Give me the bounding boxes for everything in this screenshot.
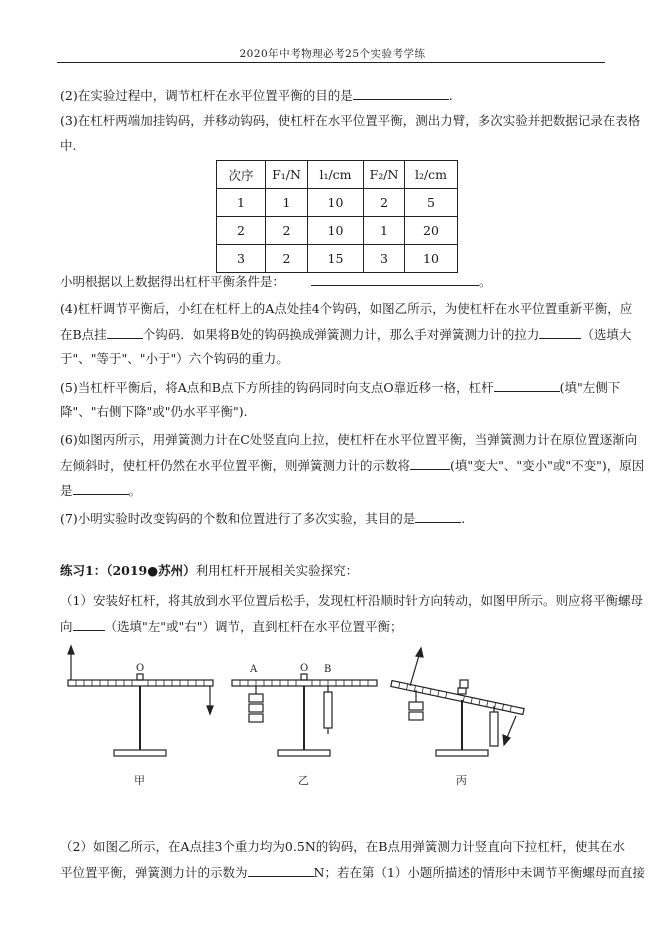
answer-blank-q4-count[interactable] — [107, 326, 143, 339]
arrow-head — [503, 735, 510, 745]
figure-bing — [391, 648, 524, 756]
table-cell: 2 — [364, 189, 405, 217]
weight-small — [460, 680, 468, 688]
question-5-text-b: (填"左侧下 — [559, 380, 621, 395]
spring-scale — [324, 692, 332, 728]
table-cell: 2 — [266, 245, 308, 273]
figure-yi — [232, 674, 377, 756]
table-cell: 10 — [308, 189, 364, 217]
answer-blank-q2[interactable] — [353, 87, 449, 100]
lever-bar — [232, 680, 377, 686]
arrow-head — [68, 646, 74, 654]
table-header-cell: 次序 — [217, 161, 266, 189]
table-cell: 5 — [405, 189, 458, 217]
practice-1-text-a: 向 — [60, 619, 73, 634]
table-cell: 2 — [217, 217, 266, 245]
question-5-line2: 降"、"右侧下降"或"仍水平平衡"). — [60, 404, 248, 419]
question-6-line1: (6)如图丙所示，用弹簧测力计在C处竖直向上拉，使杠杆在水平位置平衡，当弹簧测力计在原位置逐渐向 — [60, 432, 638, 447]
lever-bar — [391, 681, 524, 715]
question-3-line1: (3)在杠杆两端加挂钩码，并移动钩码，使杠杆在水平位置平衡，测出力臂，多次实验并把数据记录在表格 — [60, 113, 641, 128]
table-cell: 1 — [266, 189, 308, 217]
table-cell: 2 — [266, 217, 308, 245]
table-cell: 20 — [405, 217, 458, 245]
answer-blank-p2[interactable] — [248, 864, 314, 877]
conclusion — [60, 273, 492, 290]
question-4-line3: 于"、"等于"、"小于"）六个钩码的重力。 — [60, 351, 289, 366]
practice-heading — [60, 563, 358, 579]
question-2-text: (2)在实验过程中，调节杠杆在水平位置平衡的目的是 — [60, 88, 353, 103]
answer-blank-q5[interactable] — [494, 379, 560, 392]
table-cell: 3 — [217, 245, 266, 273]
question-6-tail: 。 — [128, 483, 142, 498]
table-cell: 3 — [364, 245, 405, 273]
table-row — [217, 245, 458, 273]
question-4-text-b: 个钩码．如果将B处的钩码换成弹簧测力计，那么手对弹簧测力计的拉力 — [142, 327, 540, 342]
pivot-block — [458, 688, 466, 694]
practice-label: 练习1：（2019●苏州） — [60, 563, 196, 578]
answer-blank-q4-force[interactable] — [539, 326, 581, 339]
lever-bar — [68, 680, 213, 686]
question-5-line1 — [60, 379, 620, 396]
answer-blank-q6-change[interactable] — [410, 457, 450, 470]
answer-blank-q7[interactable] — [415, 510, 461, 523]
arrow-head — [207, 706, 213, 714]
header-rule — [57, 62, 605, 63]
table-cell: 15 — [308, 245, 364, 273]
question-6-line3 — [60, 482, 141, 499]
practice-2-text-a: 平位置平衡，弹簧测力计的示数为 — [60, 865, 248, 880]
table-cell: 1 — [364, 217, 405, 245]
table-header-row — [217, 161, 458, 189]
figure-label-bing: 丙 — [456, 774, 467, 787]
table-row — [217, 189, 458, 217]
question-2-tail: . — [448, 88, 453, 103]
table-header-cell: l₂/cm — [405, 161, 458, 189]
practice-2-text-b: N；若在第（1）小题所描述的情形中未调节平衡螺母而直接 — [313, 865, 645, 880]
pivot-label: O — [136, 663, 145, 674]
lever-figures — [60, 642, 605, 827]
question-7-text: (7)小明实验时改变钩码的个数和位置进行了多次实验，其目的是 — [60, 511, 416, 526]
answer-blank-p1[interactable] — [73, 618, 105, 631]
conclusion-tail: 。 — [479, 274, 492, 289]
practice-text: 利用杠杆开展相关实验探究： — [195, 563, 359, 578]
table-cell: 10 — [308, 217, 364, 245]
weight — [409, 702, 423, 710]
practice-2-line2 — [60, 864, 645, 881]
answer-blank-conclusion[interactable] — [311, 273, 479, 286]
answer-blank-q6-reason[interactable] — [73, 482, 129, 495]
question-6-text-a2: 是 — [60, 483, 73, 498]
question-7-tail: . — [461, 511, 466, 526]
practice-1-line2 — [60, 618, 403, 635]
weight — [249, 704, 263, 712]
table-cell: 1 — [217, 189, 266, 217]
conclusion-text: 小明根据以上数据得出杠杆平衡条件是： — [60, 274, 286, 289]
stand-base — [114, 750, 166, 756]
table-cell: 10 — [405, 245, 458, 273]
question-2 — [60, 87, 453, 104]
figure-label-jia: 甲 — [134, 774, 145, 787]
weight — [409, 712, 423, 720]
spring-scale — [490, 712, 498, 746]
table-row — [217, 217, 458, 245]
weight — [249, 714, 263, 722]
question-4-line2 — [60, 326, 631, 343]
question-6-line2 — [60, 457, 644, 474]
question-3-line2: 中. — [60, 138, 77, 153]
stand-base — [278, 750, 330, 756]
figure-label-yi: 乙 — [298, 774, 309, 787]
stand-base — [436, 750, 488, 756]
tilted-scale-string — [410, 652, 420, 686]
question-6-text-a: 左倾斜时，使杠杆仍然在水平位置平衡，则弹簧测力计的示数将 — [60, 458, 411, 473]
question-6-text-b: (填"变大"、"变小"或"不变")，原因 — [450, 458, 645, 473]
question-4-text-c: （选填大 — [581, 327, 632, 342]
point-a-label: A — [250, 664, 258, 675]
point-b-label: B — [324, 664, 332, 675]
pivot-block — [137, 674, 143, 680]
question-4-line1: (4)杠杆调节平衡后，小红在杠杆上的A点处挂4个钩码，如图乙所示，为使杠杆在水平位置重新平衡，应 — [60, 301, 633, 316]
arrow-head — [416, 648, 423, 657]
table-header-cell: F₂/N — [364, 161, 405, 189]
page-header: 2020年中考物理必考25个实验考学练 — [239, 48, 426, 60]
weight — [249, 694, 263, 702]
practice-1-line1: （1）安装好杠杆，将其放到水平位置后松手，发现杠杆沿顺时针方向转动，如图甲所示。则应将平衡螺母 — [60, 593, 643, 608]
data-table — [216, 160, 458, 273]
question-7 — [60, 510, 465, 527]
pivot-block — [301, 674, 307, 680]
question-5-text-a: (5)当杠杆平衡后，将A点和B点下方所挂的钩码同时向支点O靠近移一格，杠杆 — [60, 380, 494, 395]
question-4-text-a: 在B点挂 — [60, 327, 107, 342]
table-header-cell: F₁/N — [266, 161, 308, 189]
table-header-cell: l₁/cm — [308, 161, 364, 189]
pivot-label: O — [300, 663, 309, 674]
practice-2-line1: （2）如图乙所示，在A点挂3个重力均为0.5N的钩码，在B点用弹簧测力计竖直向下拉杠杆，使其在水 — [60, 839, 625, 854]
practice-1-text-b: （选填"左"或"右"）调节，直到杠杆在水平位置平衡； — [104, 619, 403, 634]
